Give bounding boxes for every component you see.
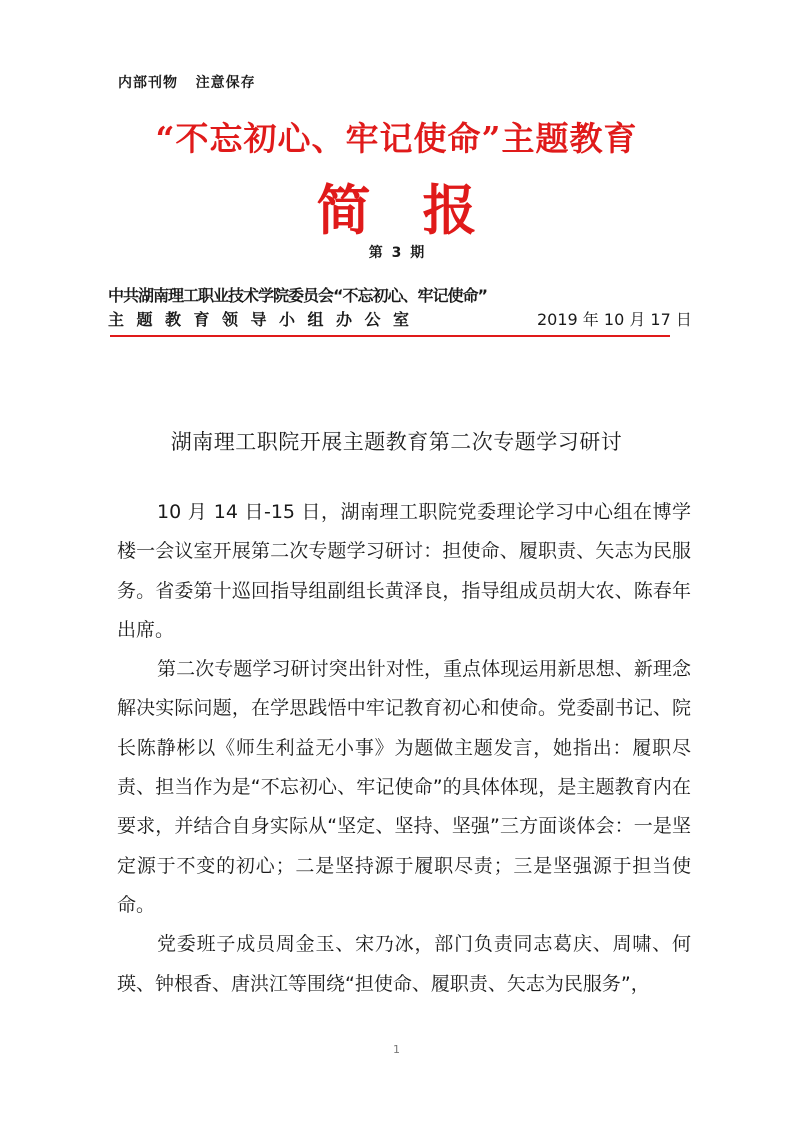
publication-name: 简报 (316, 178, 529, 242)
masthead-title: “不忘初心、牢记使命”主题教育 (155, 119, 638, 158)
issue-date: 2019 年 10 月 17 日 (537, 310, 692, 329)
header-divider (110, 335, 670, 337)
confidential-notice: 内部刊物 注意保存 (118, 75, 256, 91)
issuing-organization-line1: 中共湖南理工职业技术学院委员会“不忘初心、牢记使命” (108, 286, 488, 305)
page-number: 1 (393, 1043, 400, 1056)
article-paragraph: 党委班子成员周金玉、宋乃冰，部门负责同志葛庆、周啸、何瑛、钟根香、唐洪江等围绕“担使命、履职责、矢志为民服务”， (117, 933, 691, 995)
issue-number: 第 3 期 (368, 245, 425, 261)
article-body (117, 493, 691, 1004)
article-paragraph: 10 月 14 日-15 日，湖南理工职院党委理论学习中心组在博学楼一会议室开展第二次专题学习研讨：担使命、履职责、矢志为民服务。省委第十巡回指导组副组长黄泽良，指导组成员胡大农、陈春年出席。 (117, 501, 691, 641)
article-title: 湖南理工职院开展主题教育第二次专题学习研讨 (170, 430, 623, 454)
issuing-organization-line2: 主题教育领导小组办公室 (108, 310, 422, 329)
article-paragraph: 第二次专题学习研讨突出针对性，重点体现运用新思想、新理念解决实际问题，在学思践悟中牢记教育初心和使命。党委副书记、院长陈静彬以《师生利益无小事》为题做主题发言，她指出：履职尽责、担当作为是“不忘初心、牢记使命”的具体体现，是主题教育内在要求，并结合自身实际从“坚定、坚持、坚强”三方面谈体会：一是坚定源于不变的初心；二是坚持源于履职尽责；三是坚强源于担当使命。 (117, 658, 691, 916)
